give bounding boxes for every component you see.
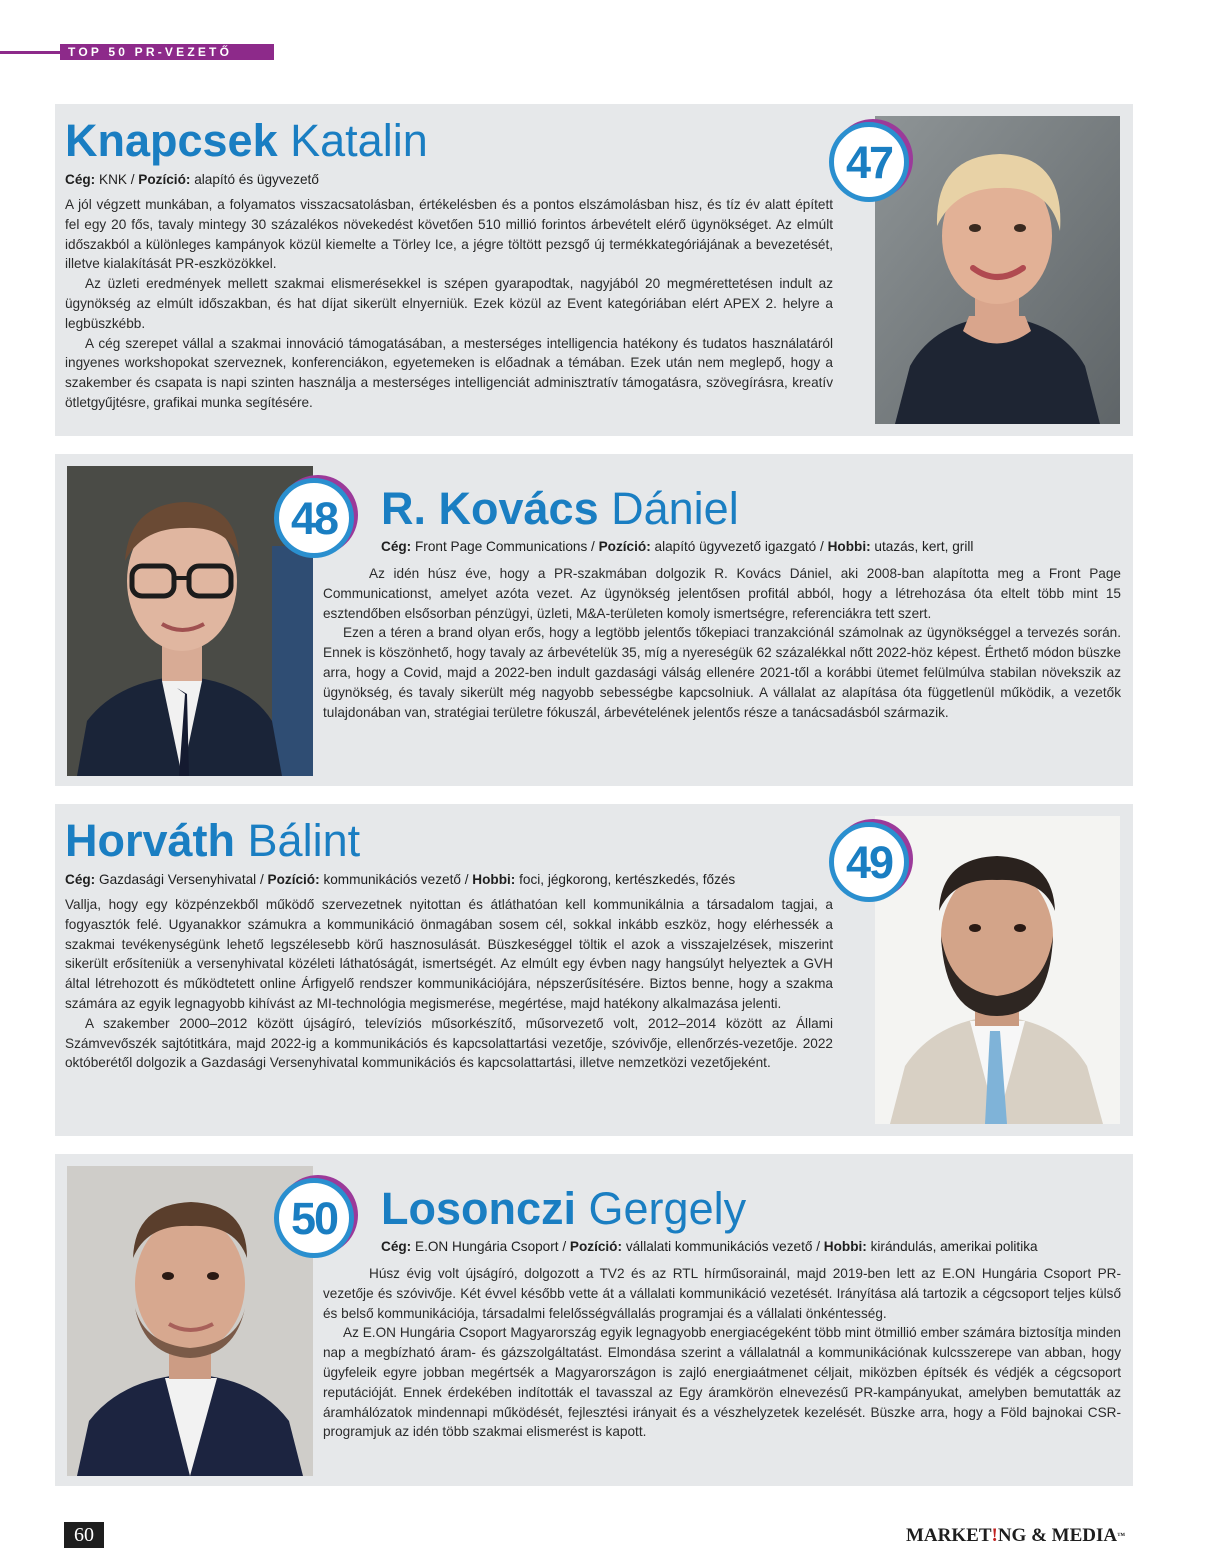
profile-card-49 xyxy=(55,804,1133,1136)
first-name: Gergely xyxy=(588,1183,747,1234)
portrait-photo xyxy=(875,116,1120,424)
hobby-label: Hobbi: xyxy=(472,872,516,887)
bio-text xyxy=(323,564,1121,722)
position-value: vállalati kommunikációs vezető xyxy=(625,1239,813,1254)
position-label: Pozíció: xyxy=(569,1239,623,1254)
hobby-label: Hobbi: xyxy=(823,1239,867,1254)
company-value: KNK xyxy=(99,172,127,187)
company-value: E.ON Hungária Csoport xyxy=(415,1239,559,1254)
position-label: Pozíció: xyxy=(138,172,191,187)
company-label: Cég: xyxy=(381,539,412,554)
hobby-value: foci, jégkorong, kertészkedés, főzés xyxy=(519,872,736,887)
last-name: Losonczi xyxy=(381,1183,577,1234)
profile-card-47 xyxy=(55,104,1133,436)
bio-paragraph: A cég szerepet vállal a szakmai innováció támogatásában, a mesterséges intelligencia hatékony és tudatos használatáról ingyenes workshopokat szerveznek, konferenciákon, egyetemeken is előadnak a témában. Ezek után nem meglepő, hogy a szakember és csapata is napi szinten használja a mesterséges intelligenciát adminisztratív támogatásra, szövegírásra, kreatív ötletgyűjtésre, grafikai munka segítésére. xyxy=(65,335,833,410)
bio-paragraph: Húsz évig volt újságíró, dolgozott a TV2 és az RTL hírműsorainál, majd 2019-ben lett az E.ON Hungária Csoport PR-vezetője és szóvivője. Két évvel később vette át a vállalati kommunikáció vezetését. Irányítása alá tartozik a cégcsoport teljes külső és belső kommunikációja, társadalmi felelősségvállalás programjai és a vállalati önkéntesség. xyxy=(323,1266,1121,1321)
bio-paragraph: Az üzleti eredmények mellett szakmai elismerésekkel is szépen gyarapodtak, nagyjából 20 megmérettetésen indult az ügynökség az elmúlt időszakban, és hat díjat sikerült elnyerniük. Ezek közül az Event kategóriában elért APEX 2. helyre a legbüszkébb. xyxy=(65,276,833,331)
person-name xyxy=(65,816,360,866)
logo-part-2: NG & MEDIA xyxy=(997,1525,1118,1546)
first-name: Dániel xyxy=(611,483,739,534)
header-rule xyxy=(0,51,60,54)
bio-paragraph: Az idén húsz éve, hogy a PR-szakmában dolgozik R. Kovács Dániel, aki 2008-ban alapította meg a Front Page Communicationst, amelyet azóta vezet. Az ügynökség jelentősen profitál abból, hogy a létrehozása óta eltelt több mint 15 esztendőben elsősorban pénzügyi, üzleti, M&A-területen komoly ismertségre, referenciákra tett szert. xyxy=(323,566,1121,621)
company-label: Cég: xyxy=(381,1239,412,1254)
section-header xyxy=(0,44,275,60)
rank-badge: 50 xyxy=(274,1178,354,1258)
company-label: Cég: xyxy=(65,872,96,887)
magazine-logo xyxy=(906,1525,1142,1547)
bio-text xyxy=(65,195,833,413)
bio-paragraph: Az E.ON Hungária Csoport Magyarország egyik legnagyobb energiacégeként több mint ötmillió ember számára biztosítja minden nap a megbízható áram- és gázszolgáltatást. Elmondása szerint a vállalatnál a kommunikációnak kulcsszerepe van abban, hogy ügyfeleik egyre jobban megértsék a Magyarországon is zajló energiaátmenet céljait, miközben építsék és védjék a cégcsoport reputációját. Ennek érdekében indították el tavasszal az Egy áramkörön elnevezésű PR-kampányukat, amelyben bemutatták az áramhálózatok mindennapi működését, fejlesztési irányait és a vészhelyzetek kezelését. Büszke arra, hogy a Föld bajnokai CSR-programjuk az idén több szakmai elismerést is kapott. xyxy=(323,1325,1121,1440)
company-value: Gazdasági Versenyhivatal xyxy=(99,872,257,887)
position-value: alapító ügyvezető igazgató xyxy=(654,539,817,554)
first-name: Katalin xyxy=(290,115,428,166)
bio-paragraph: A szakember 2000–2012 között újságíró, televíziós műsorkészítő, műsorvezető volt, 2012–2014 között az Állami Számvevőszék sajtótitkára, majd 2022-ig a kommunikációs és kapcsolattartási vezetője, szóvivője, ellenőrzés-vezetője. 2022 októberétől dolgozik a Gazdasági Versenyhivatal kommunikációs és kapcsolattartási, illetve nemzetközi vezetőjeként. xyxy=(65,1015,833,1071)
last-name: R. Kovács xyxy=(381,483,599,534)
logo-exclamation: ! xyxy=(991,1525,998,1546)
person-info: Cég: E.ON Hungária Csoport / Pozíció: vállalati kommunikációs vezető / Hobbi: kirándulás, amerikai politika xyxy=(381,1239,1038,1254)
section-tag: TOP 50 PR-VEZETŐ xyxy=(60,44,274,60)
rank-badge: 47 xyxy=(829,122,909,202)
company-value: Front Page Communications xyxy=(415,539,588,554)
bio-paragraph: Ezen a téren a brand olyan erős, hogy a legtöbb jelentős tőkepiaci tranzakciónál számolnak az ügynökséggel a tervezés során. Ennek is köszönhető, hogy tavaly az árbevételük 35, míg a nyereségük 62 százalékkal nőtt 2022-höz képest. Érthető módon büszke arra, hogy a Covid, majd a 2022-ben indult gazdasági válság ellenére 2021-től a korábbi ütemet felülmúlva stabilan növekszik az ügynökség, és tavaly sikerült még nagyobb sebességbe kapcsolniuk. A vállalat az alapítása óta függetlenül működik, a vezetők tulajdonában van, stratégiai területre fókuszál, árbevételének jelentős része a tanácsadásból származik. xyxy=(323,625,1121,720)
rank-badge: 48 xyxy=(274,478,354,558)
portrait-photo xyxy=(875,816,1120,1124)
person-info: Cég: KNK / Pozíció: alapító és ügyvezető xyxy=(65,172,319,187)
first-name: Bálint xyxy=(247,815,361,866)
company-label: Cég: xyxy=(65,172,96,187)
position-label: Pozíció: xyxy=(598,539,651,554)
person-name xyxy=(381,1184,746,1234)
profile-card-48 xyxy=(55,454,1133,786)
rank-badge: 49 xyxy=(829,822,909,902)
position-value: alapító és ügyvezető xyxy=(194,172,319,187)
hobby-value: kirándulás, amerikai politika xyxy=(870,1239,1038,1254)
last-name: Knapcsek xyxy=(65,115,278,166)
bio-text xyxy=(323,1264,1121,1442)
hobby-value: utazás, kert, grill xyxy=(874,539,974,554)
profile-card-50 xyxy=(55,1154,1133,1486)
person-info: Cég: Front Page Communications / Pozíció: alapító ügyvezető igazgató / Hobbi: utazás, kert, grill xyxy=(381,539,974,554)
logo-trademark: ™ xyxy=(1117,1531,1126,1540)
page-number: 60 xyxy=(64,1522,104,1548)
person-info: Cég: Gazdasági Versenyhivatal / Pozíció: kommunikációs vezető / Hobbi: foci, jégkorong, kertészkedés, főzés xyxy=(65,872,736,887)
person-name xyxy=(381,484,739,534)
bio-paragraph: Vallja, hogy egy közpénzekből működő szervezetnek nyitottan és átláthatóan kell kommunikálnia a társadalom tagjai, a fogyasztók felé. Ugyanakkor számukra a kommunikáció önmagában sosem cél, sokkal inkább eszköz, hogy elérhessék a szakmai tevékenységünk lehető legszélesebb körű hasznosulását. Büszkeséggel töltik el azok a visszajelzések, miszerint sikerült erősíteniük a versenyhivatal közéleti láthatóságát, ismertségét. Az elmúlt egy évben nagy hangsúlyt helyeztek a GVH által létrehozott és működtetett online Árfigyelő rendszer kommunikációjára, népszerűsítésére. Biztos benne, hogy a szakma számára az egyik legnagyobb kihívást az MI-technológia megismerése, megértése, majd hatékony alkalmazása jelenti. xyxy=(65,897,833,1011)
hobby-label: Hobbi: xyxy=(827,539,871,554)
logo-part-1: MARKET xyxy=(906,1525,992,1546)
last-name: Horváth xyxy=(65,815,236,866)
bio-text xyxy=(65,895,833,1073)
position-value: kommunikációs vezető xyxy=(323,872,461,887)
position-label: Pozíció: xyxy=(267,872,320,887)
bio-paragraph: A jól végzett munkában, a folyamatos visszacsatolásban, értékelésben és a pontos elszámolásban hisz, és tíz év alatt épített fel egy 20 fős, tavaly mintegy 30 százalékos növekedést követően 510 millió forintos árbevételt elérő ügynökséget. Az elmúlt időszakból a különleges kampányok közül kiemelte a Törley Ice, a jégre töltött pezsgő új termékkategóriájának a bevezetését, illetve kialakítását PR-eszközökkel. xyxy=(65,197,833,272)
person-name xyxy=(65,116,428,166)
